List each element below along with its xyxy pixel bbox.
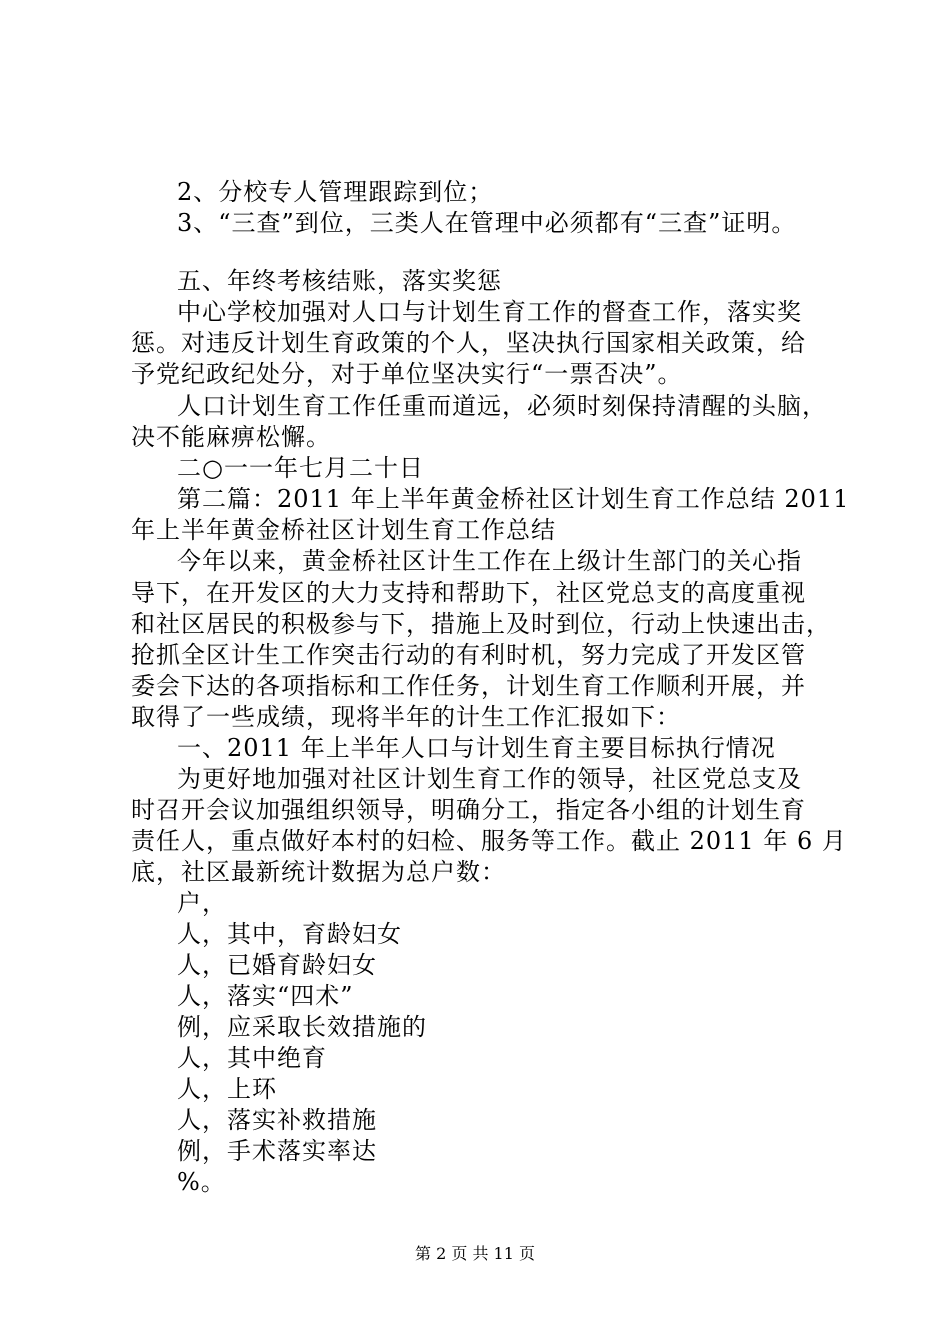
stat-line: 人，落实补救措施 [177,1106,377,1134]
section-heading: 一、2011 年上半年人口与计划生育主要目标执行情况 [177,734,776,762]
chapter-title: 年上半年黄金桥社区计划生育工作总结 [131,516,556,544]
paragraph-line: 决不能麻痹松懈。 [131,423,331,451]
stat-line: 例，应采取长效措施的 [177,1013,427,1041]
paragraph-line: 惩。对违反计划生育政策的个人，坚决执行国家相关政策，给 [131,329,806,357]
stat-line: 人，其中，育龄妇女 [177,920,402,948]
paragraph-line: 2、分校专人管理跟踪到位； [177,178,494,206]
stat-line: %。 [177,1168,226,1196]
section-heading: 五、年终考核结账，落实奖惩 [177,267,502,295]
paragraph-line: 底，社区最新统计数据为总户数： [131,858,506,886]
paragraph-line: 导下，在开发区的大力支持和帮助下，社区党总支的高度重视 [131,579,806,607]
paragraph-line: 和社区居民的积极参与下，措施上及时到位，行动上快速出击， [131,610,831,638]
page-footer: 第 2 页 共 11 页 [415,1244,535,1263]
stat-line: 人，上环 [177,1075,277,1103]
stat-line: 人，其中绝育 [177,1044,327,1072]
date-line: 二○一一年七月二十日 [177,454,424,482]
paragraph-line: 为更好地加强对社区计划生育工作的领导，社区党总支及 [177,765,802,793]
paragraph-line: 责任人，重点做好本村的妇检、服务等工作。截止 2011 年 6 月 [131,827,847,855]
paragraph-line: 今年以来，黄金桥社区计生工作在上级计生部门的关心指 [177,547,802,575]
chapter-title: 第二篇：2011 年上半年黄金桥社区计划生育工作总结 2011 [177,485,850,513]
paragraph-line: 取得了一些成绩，现将半年的计生工作汇报如下： [131,703,681,731]
paragraph-line: 3、“三查”到位，三类人在管理中必须都有“三查”证明。 [177,209,797,237]
paragraph-line: 时召开会议加强组织领导，明确分工，指定各小组的计划生育 [131,796,806,824]
stat-line: 户， [177,889,227,917]
paragraph-line: 委会下达的各项指标和工作任务，计划生育工作顺利开展，并 [131,672,806,700]
paragraph-line: 抢抓全区计生工作突击行动的有利时机，努力完成了开发区管 [131,641,806,669]
paragraph-line: 中心学校加强对人口与计划生育工作的督查工作，落实奖 [177,298,802,326]
stat-line: 人，已婚育龄妇女 [177,951,377,979]
stat-line: 例，手术落实率达 [177,1137,377,1165]
paragraph-line: 人口计划生育工作任重而道远，必须时刻保持清醒的头脑， [177,392,827,420]
stat-line: 人，落实“四术” [177,982,354,1010]
paragraph-line: 予党纪政纪处分，对于单位坚决实行“一票否决”。 [131,360,683,388]
